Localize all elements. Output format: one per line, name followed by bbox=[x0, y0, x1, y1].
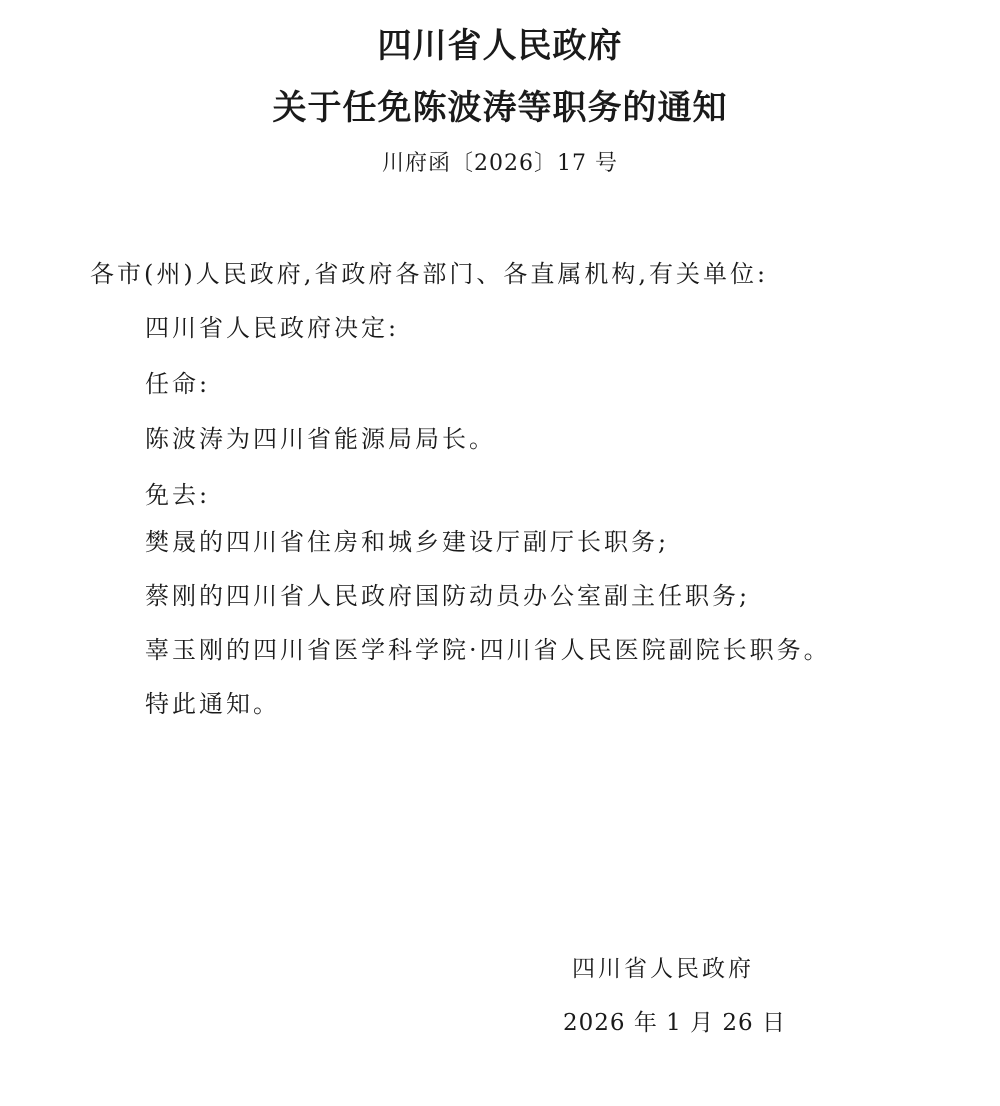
issue-date: 2026 年 1 月 26 日 bbox=[563, 1010, 786, 1036]
addressee: 各市(州)人民政府,省政府各部门、各直属机构,有关单位: bbox=[90, 260, 769, 288]
paragraph-dismissal-2: 蔡刚的四川省人民政府国防动员办公室副主任职务; bbox=[145, 582, 751, 610]
document-number: 川府函〔2026〕17 号 bbox=[382, 151, 618, 176]
paragraph-dismissal-3: 辜玉刚的四川省医学科学院·四川省人民医院副院长职务。 bbox=[145, 636, 831, 664]
paragraph-dismissal-1: 樊晟的四川省住房和城乡建设厅副厅长职务; bbox=[145, 528, 670, 556]
paragraph-appointment: 陈波涛为四川省能源局局长。 bbox=[145, 425, 496, 453]
document-title-line2: 关于任免陈波涛等职务的通知 bbox=[272, 88, 728, 128]
paragraph-closing: 特此通知。 bbox=[145, 690, 280, 718]
paragraph-decision: 四川省人民政府决定: bbox=[145, 314, 400, 342]
document-title-line1: 四川省人民政府 bbox=[377, 26, 623, 66]
signer: 四川省人民政府 bbox=[572, 956, 754, 982]
paragraph-dismiss-heading: 免去: bbox=[145, 481, 211, 509]
paragraph-appoint-heading: 任命: bbox=[145, 370, 211, 398]
